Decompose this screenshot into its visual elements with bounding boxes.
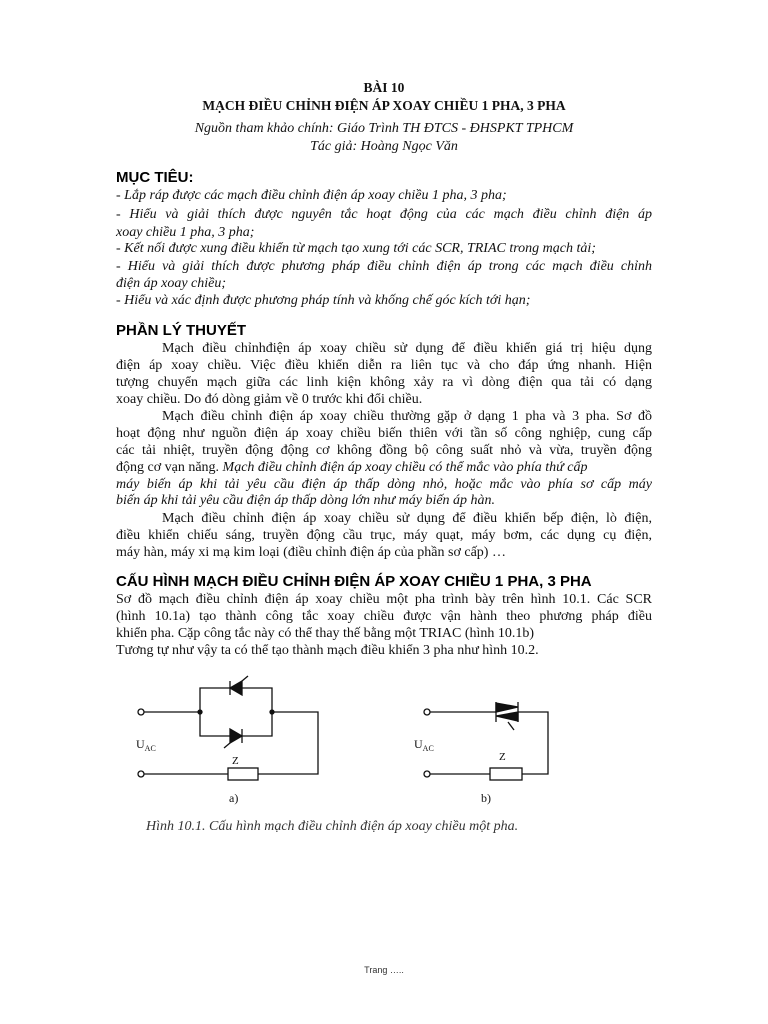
objective-line: - Hiểu và xác định được phương pháp tính và khống chế góc kích tới hạn; bbox=[116, 293, 531, 308]
terminal-bottom-a bbox=[138, 771, 144, 777]
objective-line: xoay chiều 1 pha, 3 pha; bbox=[116, 225, 255, 240]
triac-symbol bbox=[496, 702, 518, 730]
paragraph-line: biến áp khi tải yêu cầu điện áp thấp dòng lớn như máy biến áp hàn. bbox=[116, 493, 496, 508]
paragraph-line: máy biến áp khi tải yêu cầu điện áp thấp dòng nhỏ, hoặc mắc vào phía sơ cấp máy bbox=[116, 477, 652, 492]
objective-line: - Kết nối được xung điều khiển từ mạch tạo xung tới các SCR, TRIAC trong mạch tải; bbox=[116, 241, 596, 256]
terminal-top-b bbox=[424, 709, 430, 715]
load-label-a: Z bbox=[232, 755, 239, 767]
config-heading: CẤU HÌNH MẠCH ĐIỀU CHỈNH ĐIỆN ÁP XOAY CHIỀU 1 PHA, 3 PHA bbox=[116, 573, 592, 590]
lesson-number: BÀI 10 bbox=[363, 80, 405, 95]
terminal-top-a bbox=[138, 709, 144, 715]
objective-line: - Hiểu và giải thích được nguyên tắc hoạt động của các mạch điều chỉnh điện áp bbox=[116, 207, 652, 222]
figure-labels bbox=[136, 737, 518, 834]
scr-lower bbox=[230, 729, 242, 743]
circuit-b bbox=[424, 702, 548, 780]
source-label-a: $U_{AC}$ bbox=[136, 737, 156, 753]
figure-label-a: a) bbox=[229, 791, 239, 805]
circuit-a bbox=[138, 676, 318, 780]
objective-line: - Hiểu và giải thích được phương pháp điều chỉnh điện áp trong các mạch điều chỉnh bbox=[116, 259, 652, 274]
paragraph-line: các tải nhiệt, truyền động động cơ không đồng bộ công suất nhỏ và vừa, truyền động bbox=[116, 443, 652, 458]
scr-upper bbox=[230, 681, 242, 695]
paragraph-line-mixed bbox=[116, 459, 652, 476]
source-label-b: $U_{AC}$ bbox=[414, 737, 434, 753]
author-line: Tác giả: Hoàng Ngọc Văn bbox=[310, 139, 458, 154]
objective-line: - Lắp ráp được các mạch điều chỉnh điện áp xoay chiều 1 pha, 3 pha; bbox=[116, 188, 507, 203]
normal-text: động cơ vạn năng. bbox=[116, 460, 223, 475]
paragraph-line: hoạt động như nguồn điện áp xoay chiều biến thiên với tần số công nghiệp, cung cấp bbox=[116, 426, 652, 441]
paragraph-line: tượng chuyển mạch giữa các linh kiện không xảy ra vì dòng điện qua tải có dạng bbox=[116, 375, 652, 390]
paragraph-line: (hình 10.1a) tạo thành công tắc xoay chiều được vận hành theo phương pháp điều bbox=[116, 609, 652, 624]
italic-text: Mạch điều chỉnh điện áp xoay chiều có thể mắc vào phía thứ cấp bbox=[222, 460, 588, 475]
paragraph-line: xoay chiều. Do đó dòng giảm về 0 trước khi đổi chiều. bbox=[116, 392, 423, 407]
lesson-title: MẠCH ĐIỀU CHỈNH ĐIỆN ÁP XOAY CHIỀU 1 PHA, 3 PHA bbox=[202, 98, 566, 113]
figure-caption: Hình 10.1. Cấu hình mạch điều chỉnh điện áp xoay chiều một pha. bbox=[146, 819, 519, 834]
paragraph-line: khiển pha. Cặp công tắc này có thể thay thế bằng một TRIAC (hình 10.1b) bbox=[116, 626, 535, 641]
load-resistor-a bbox=[228, 768, 258, 780]
figure-label-b: b) bbox=[481, 791, 491, 805]
objective-line: điện áp xoay chiều; bbox=[116, 276, 227, 291]
paragraph-line: máy hàn, máy xi mạ kim loại (điều chỉnh điện áp của phần sơ cấp) … bbox=[116, 545, 506, 560]
paragraph-line: Mạch điều chỉnh điện áp xoay chiều thường gặp ở dạng 1 pha và 3 pha. Sơ đồ bbox=[162, 409, 652, 424]
paragraph-line: điện áp xoay chiều. Việc điều khiển diễn ra liên tục và cho đáp ứng nhanh. Hiện bbox=[116, 358, 652, 373]
load-label-b: Z bbox=[499, 751, 506, 763]
paragraph-line: Mạch điều chỉnh điện áp xoay chiều sử dụng để điều khiển bếp điện, lò điện, bbox=[162, 511, 652, 526]
objectives-heading: MỤC TIÊU: bbox=[116, 169, 194, 186]
figure-10-1 bbox=[0, 660, 768, 840]
paragraph-line: Mạch điều chỉnhđiện áp xoay chiều sử dụng để điều khiển giá trị hiệu dụng bbox=[162, 341, 652, 356]
paragraph-line: Tương tự như vậy ta có thể tạo thành mạch điều khiển 3 pha như hình 10.2. bbox=[116, 643, 539, 658]
source-reference: Nguồn tham khảo chính: Giáo Trình TH ĐTCS - ĐHSPKT TPHCM bbox=[194, 121, 574, 136]
load-resistor-b bbox=[490, 768, 522, 780]
page-footer: Trang ….. bbox=[364, 965, 404, 975]
paragraph-line: điều khiển chiếu sáng, truyền động cầu trục, máy quạt, máy bơm, các dụng cụ điện, bbox=[116, 528, 652, 543]
terminal-bottom-b bbox=[424, 771, 430, 777]
paragraph-line: Sơ đồ mạch điều chỉnh điện áp xoay chiều một pha trình bày trên hình 10.1. Các SCR bbox=[116, 592, 652, 607]
theory-heading: PHẦN LÝ THUYẾT bbox=[116, 322, 247, 339]
